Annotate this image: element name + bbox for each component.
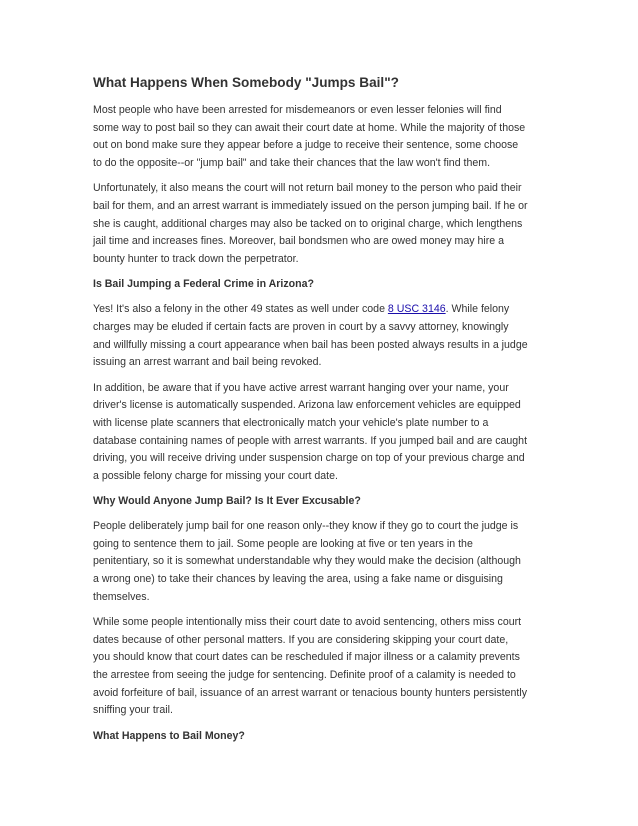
text-line: driver's license is automatically suspended. Arizona law enforcement vehicles are equipped — [93, 399, 521, 412]
text-line: she is caught, additional charges may also be tacked on to original charge, which lengthens — [93, 217, 523, 230]
why-jump-paragraph-1 — [93, 518, 553, 606]
intro-paragraph-1 — [93, 102, 553, 172]
text-line: going to sentence them to jail. Some people are looking at five or ten years in the — [93, 537, 473, 550]
text-line: a possible felony charge for missing your court date. — [93, 469, 338, 482]
text-line: avoid forfeiture of bail, issuance of an arrest warrant or tenacious bounty hunters persistently — [93, 686, 527, 699]
text-line: bounty hunter to track down the perpetrator. — [93, 252, 299, 265]
text-line: out on bond make sure they appear before a judge to receive their sentence, some choose — [93, 139, 519, 152]
text-line: some way to post bail so they can await their court date at home. While the majority of those — [93, 121, 526, 134]
text-line: the arrestee from seeing the judge for sentencing. Definite proof of a calamity is needed to — [93, 669, 516, 682]
text-line: dates because of other personal matters. If you are considering skipping your court date, — [93, 633, 509, 646]
text-line: and willfully missing a court appearance when bail has been posted always results in a judge — [93, 338, 528, 351]
text-line: issuing an arrest warrant and bail being revoked. — [93, 356, 322, 369]
document-title: What Happens When Somebody "Jumps Bail"? — [93, 75, 399, 90]
federal-crime-paragraph-1 — [93, 301, 553, 371]
text-line: you should know that court dates can be rescheduled if major illness or a calamity prevents — [93, 651, 520, 664]
section-heading-federal-crime: Is Bail Jumping a Federal Crime in Arizona? — [93, 278, 314, 291]
text-line: Most people who have been arrested for misdemeanors or even lesser felonies will find — [93, 104, 502, 116]
text-line: While some people intentionally miss their court date to avoid sentencing, others miss court — [93, 616, 522, 629]
text-line: with license plate scanners that electronically match your vehicle's plate number to a — [93, 416, 489, 429]
text-line: database containing names of people with arrest warrants. If you jumped bail and are caught — [93, 434, 528, 447]
text-line: charges may be eluded if certain facts are proven in court by a savvy attorney, knowingly — [93, 320, 509, 333]
text-line: driving, you will receive driving under suspension charge on top of your previous charge and — [93, 452, 525, 465]
section-heading-bail-money: What Happens to Bail Money? — [93, 729, 245, 742]
text-line: a wrong one) to take their chances by leaving the area, using a fake name or disguising — [93, 573, 503, 586]
text-segment: . While felony — [445, 303, 510, 316]
text-line: themselves. — [93, 590, 150, 603]
document-page — [93, 74, 553, 753]
text-line: sniffing your trail. — [93, 704, 173, 717]
text-line: Unfortunately, it also means the court will not return bail money to the person who paid their — [93, 182, 522, 195]
text-segment: Yes! It's also a felony in the other 49 states as well under code — [93, 303, 388, 316]
text-line: People deliberately jump bail for one reason only--they know if they go to court the judge is — [93, 520, 519, 533]
text-line: penitentiary, so it is somewhat understandable why they would make the decision (although — [93, 555, 521, 568]
usc-3146-link[interactable]: 8 USC 3146 — [387, 303, 446, 316]
text-line: jail time and increases fines. Moreover, bail bondsmen who are owed money may hire a — [93, 235, 505, 248]
section-heading-why-jump-bail: Why Would Anyone Jump Bail? Is It Ever Excusable? — [93, 495, 361, 508]
intro-paragraph-2 — [93, 180, 553, 268]
text-line: In addition, be aware that if you have active arrest warrant hanging over your name, your — [93, 381, 509, 394]
why-jump-paragraph-2 — [93, 614, 553, 720]
text-line: to do the opposite--or "jump bail" and take their chances that the law won't find them. — [93, 156, 491, 169]
federal-crime-paragraph-2 — [93, 380, 553, 486]
text-line — [93, 301, 553, 319]
text-line: bail for them, and an arrest warrant is immediately issued on the person jumping bail. If he or — [93, 199, 528, 212]
